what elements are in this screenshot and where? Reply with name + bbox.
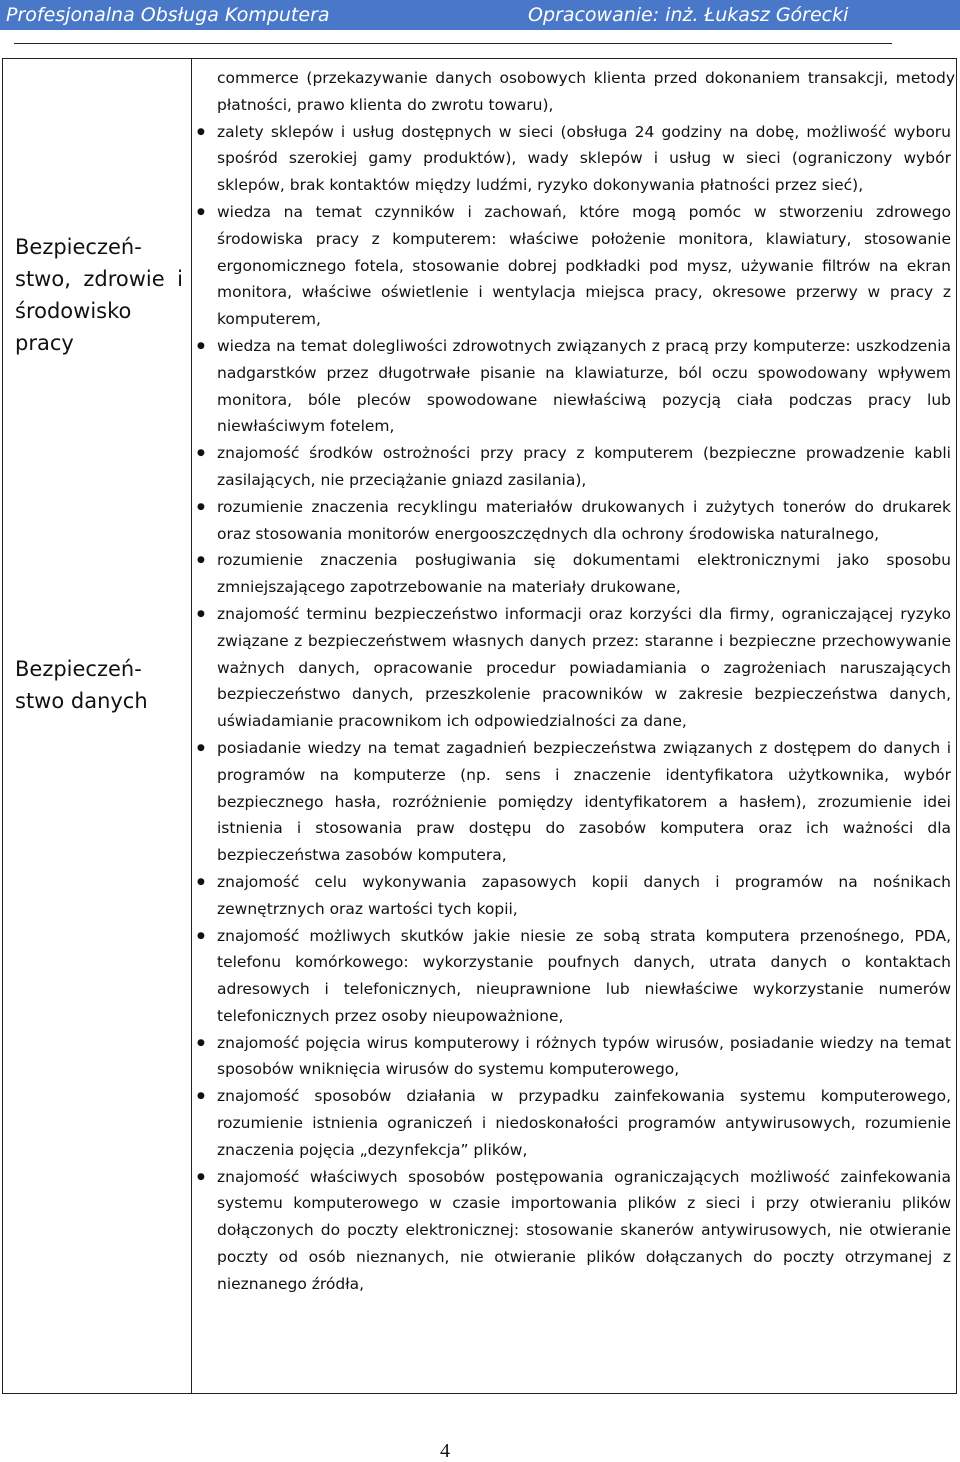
list-item: ● rozumienie znaczenia posługiwania się dokumentami elektronicznymi jako sposobu zmniejszającego zapotrzebowanie na materiały drukowane,	[193, 547, 955, 601]
list-item: ● posiadanie wiedzy na temat zagadnień bezpieczeństwa związanych z dostępem do danych i programów na komputerze (np. sens i znaczenie identyfikatora użytkownika, wybór bezpiecznego hasła, rozróżnienie pomiędzy identyfikatorem a hasłem), zrozumienie idei istnienia i stosowania praw dostępu do zasobów komputera oraz ich ważności dla bezpieczeństwa zasobów komputera,	[193, 735, 955, 869]
requirements-list	[193, 119, 955, 1298]
list-item: ● znajomość sposobów działania w przypadku zainfekowania systemu komputerowego, rozumienie istnienia ograniczeń i niedoskonałości programów antywirusowych, rozumienie znaczenia pojęcia „dezynfekcja” plików,	[193, 1083, 955, 1163]
requirements-column	[193, 65, 955, 1298]
list-item: ● znajomość pojęcia wirus komputerowy i różnych typów wirusów, posiadanie wiedzy na temat sposobów wniknięcia wirusów do systemu komputerowego,	[193, 1030, 955, 1084]
header-author: Opracowanie: inż. Łukasz Górecki	[528, 4, 849, 26]
header-course-title: Profesjonalna Obsługa Komputera	[6, 4, 330, 26]
list-item: ● znajomość możliwych skutków jakie niesie ze sobą strata komputera przenośnego, PDA, telefonu komórkowego: wykorzystanie poufnych danych, utrata danych o kontaktach adresowych i telefonicznych, nieuprawnione lub niewłaściwe wykorzystanie numerów telefonicznych przez osoby nieupoważnione,	[193, 923, 955, 1030]
list-item: ● znajomość terminu bezpieczeństwo informacji oraz korzyści dla firmy, ograniczającej ryzyko związane z bezpieczeństwem własnych danych przez: staranne i bezpieczne przechowywanie ważnych danych, opracowanie procedur powiadamiania o zagrożeniach naruszających bezpieczeństwo danych, przeszkolenie pracowników w zakresie bezpieczeństwa danych, uświadamianie pracownikom ich odpowiedzialności za dane,	[193, 601, 955, 735]
column-divider	[191, 59, 192, 1393]
list-item: ● znajomość właściwych sposobów postępowania ograniczających możliwość zainfekowania systemu komputerowego w czasie importowania plików z sieci i przy otwieraniu plików dołączonych do poczty elektronicznej: stosowanie skanerów antywirusowych, nie otwieranie poczty od osób nieznanych, nie otwieranie plików dołączanych do poczty otrzymanej z nieznanego źródła,	[193, 1164, 955, 1298]
list-item: ● wiedza na temat czynników i zachowań, które mogą pomóc w stworzeniu zdrowego środowiska pracy z komputerem: właściwe położenie monitora, klawiatury, stosowanie ergonomicznego fotela, stosowanie dobrej podkładki pod mysz, używanie filtrów na ekran monitora, właściwe oświetlenie i wentylacja miejsca pracy, okresowe przerwy w pracy z komputerem,	[193, 199, 955, 333]
list-item: ● znajomość celu wykonywania zapasowych kopii danych i programów na nośnikach zewnętrznych oraz wartości tych kopii,	[193, 869, 955, 923]
list-item: ● znajomość środków ostrożności przy pracy z komputerem (bezpieczne prowadzenie kabli zasilających, nie przeciążanie gniazd zasilania),	[193, 440, 955, 494]
list-item: ● rozumienie znaczenia recyklingu materiałów drukowanych i zużytych tonerów do drukarek oraz stosowania monitorów energooszczędnych dla ochrony środowiska naturalnego,	[193, 494, 955, 548]
syllabus-table	[2, 58, 957, 1394]
header-rule	[14, 43, 892, 44]
category-data-security: Bezpieczeń-stwo danych	[15, 657, 148, 713]
page-number: 4	[440, 1440, 450, 1462]
list-item: ● wiedza na temat dolegliwości zdrowotnych związanych z pracą przy komputerze: uszkodzenia nadgarstków przez długotrwałe pisanie na klawiaturze, ból oczu spowodowany wpływem monitora, bóle pleców spowodowane niewłaściwą pozycją ciała podczas pracy lub niewłaściwym fotelem,	[193, 333, 955, 440]
list-item: ● zalety sklepów i usług dostępnych w sieci (obsługa 24 godziny na dobę, możliwość wyboru spośród szerokiej gamy produktów), wady sklepów i usług w sieci (ograniczony wybór sklepów, brak kontaktów między ludźmi, ryzyko dokonywania płatności przez sieć),	[193, 119, 955, 199]
page-header	[0, 0, 960, 30]
category-health-safety: Bezpieczeń-stwo, zdrowie i środowisko pracy	[15, 235, 183, 355]
continued-item-text: commerce (przekazywanie danych osobowych klienta przed dokonaniem transakcji, metody płatności, prawo klienta do zwrotu towaru),	[217, 69, 955, 114]
